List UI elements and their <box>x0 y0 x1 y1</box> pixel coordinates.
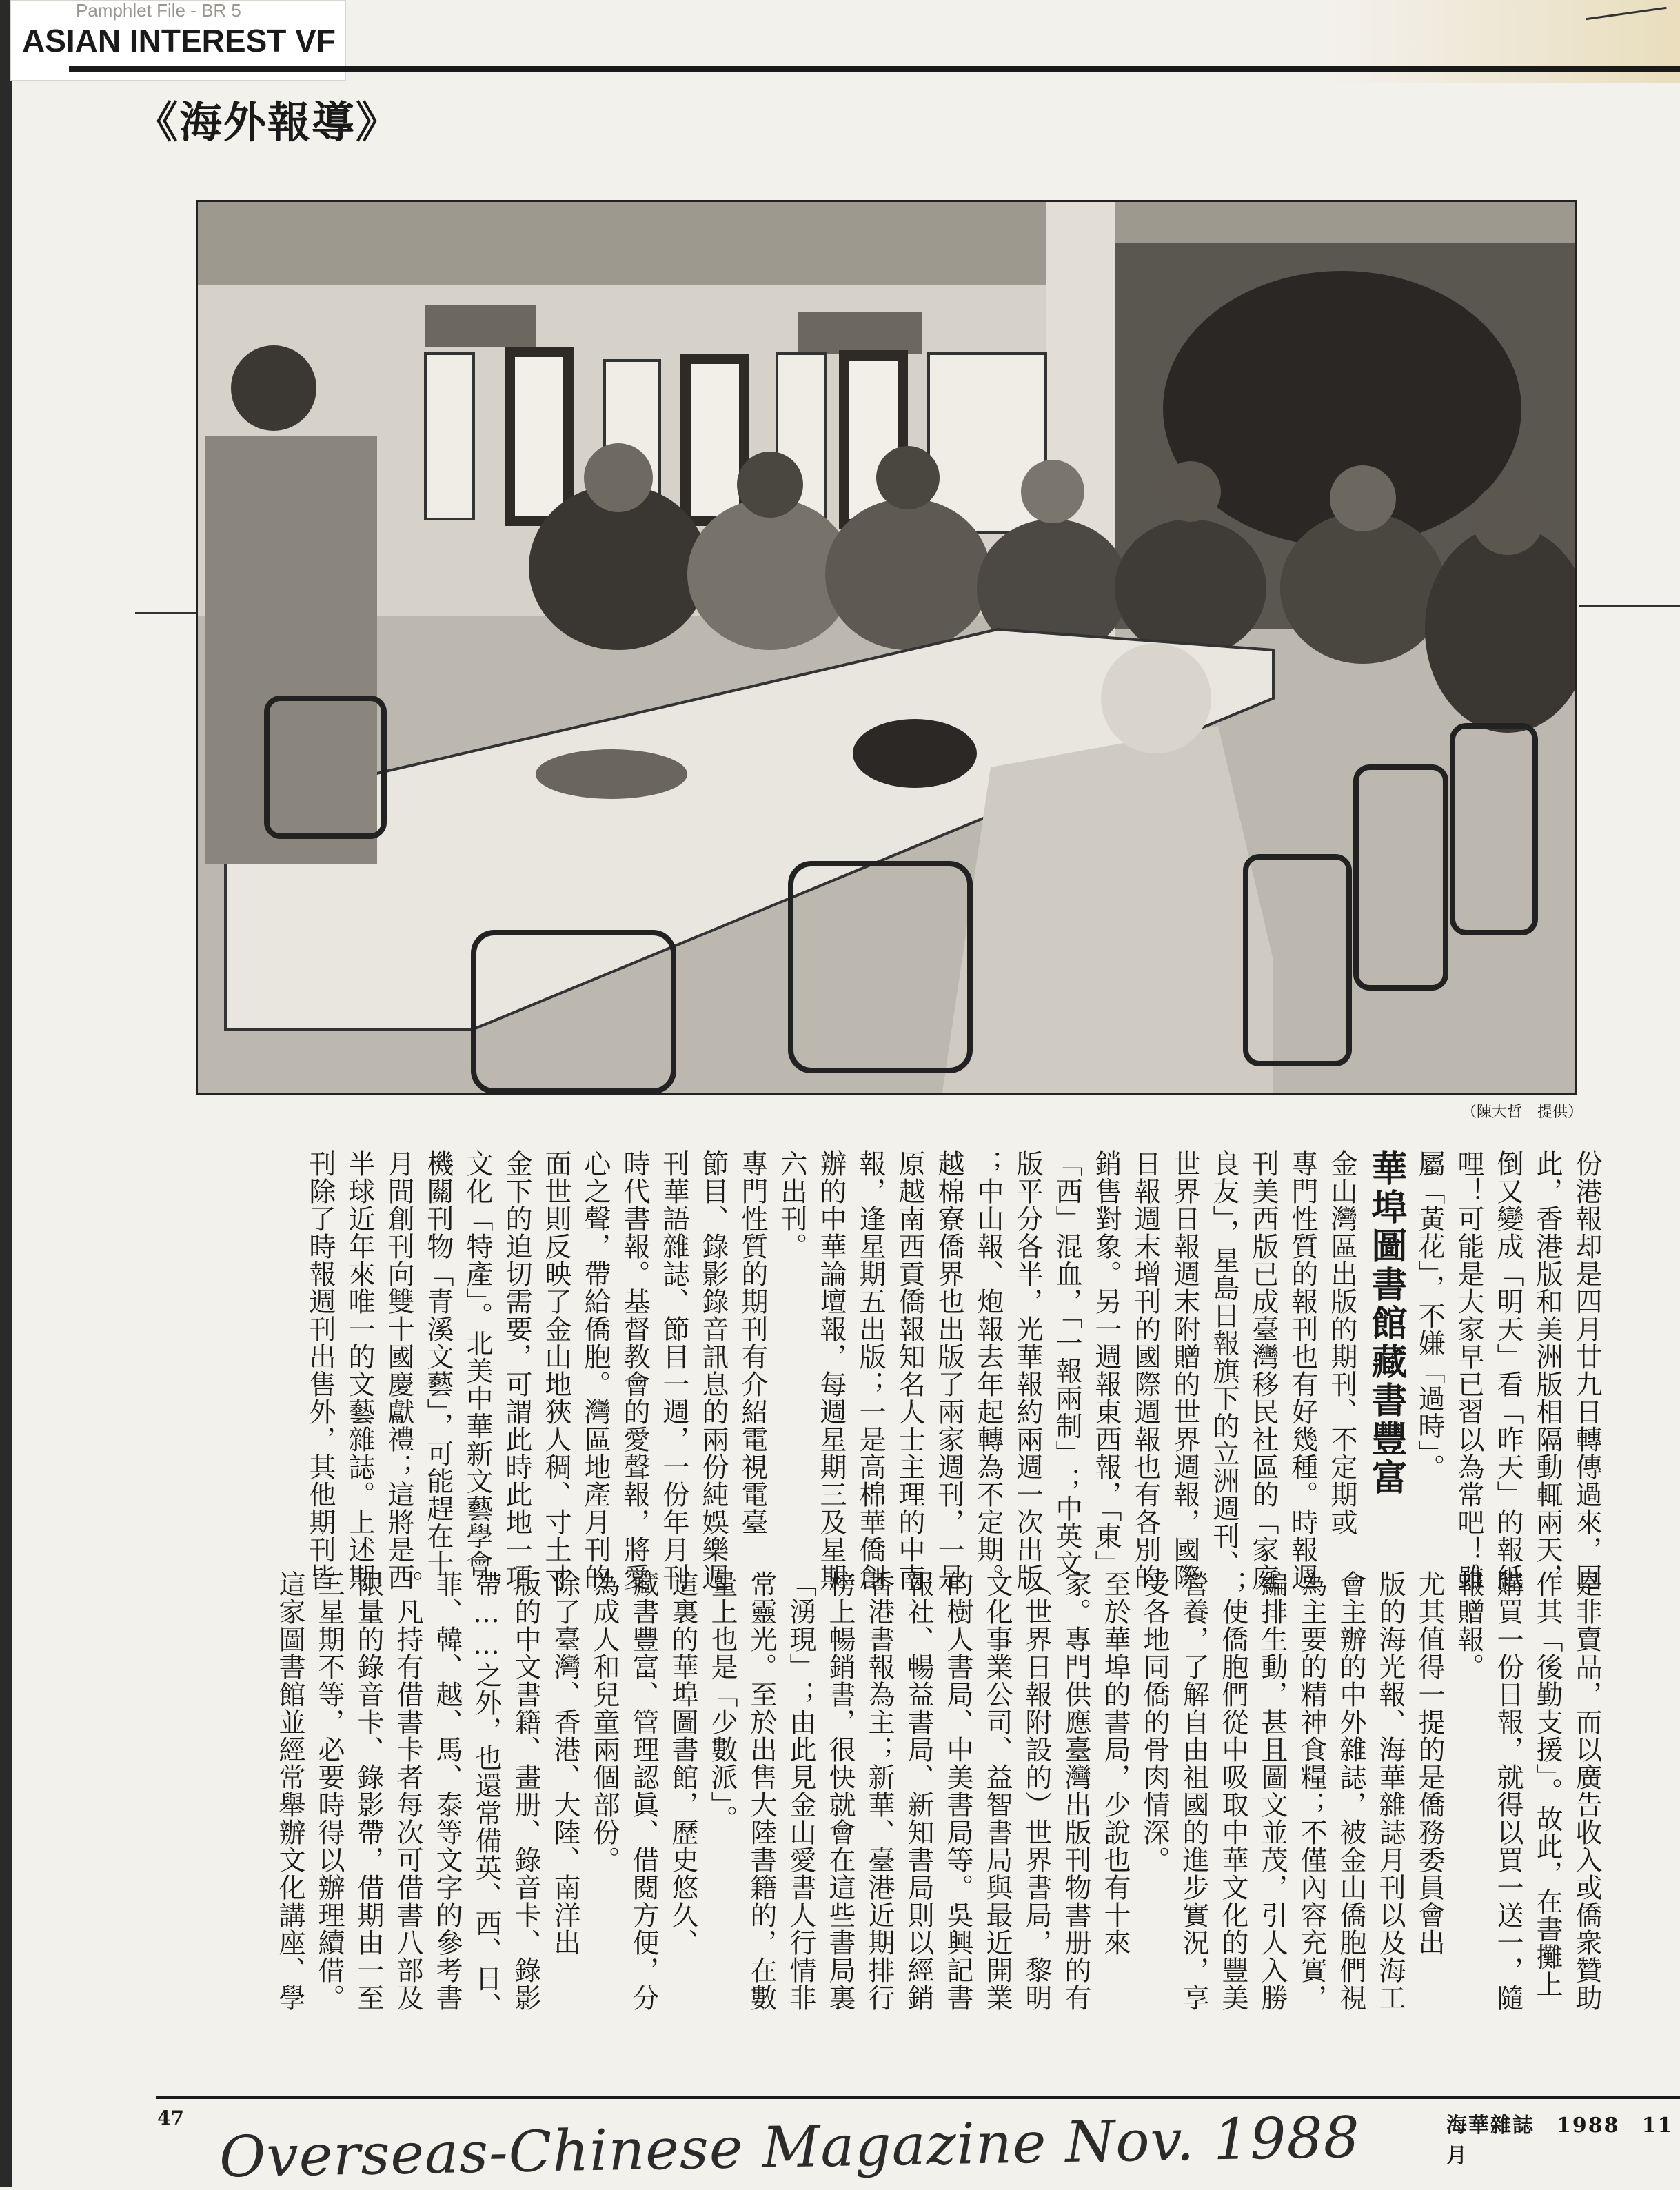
article-column: 月間創刊向雙十國慶獻禮；這將是西 <box>383 1150 414 1591</box>
article-column: 倒又變成「明天」看「昨天」的報紙 <box>1492 1150 1524 1591</box>
article-column: 心之聲，帶給僑胞。灣區地產月刊的 <box>580 1150 611 1591</box>
hat-on-table <box>853 719 977 788</box>
article-column: 報，逢星期五出版；一是高棉華僑創 <box>855 1150 886 1591</box>
article-column: 份港報却是四月廿九日轉傳過來，因 <box>1571 1150 1602 1591</box>
article-column: 版的海光報、海華雜誌月刊以及海工 <box>1375 1570 1406 2011</box>
article-column: 世界日報週末附贈的世界週報，國際 <box>1169 1150 1200 1591</box>
article-column: 為成人和兒童兩個部份。 <box>589 1570 620 1874</box>
section-title: 《海外報導》 <box>135 97 401 148</box>
article-column: 良友」，星島日報旗下的立洲週刊、 <box>1208 1150 1239 1578</box>
article-column: 刊除了時報週刊出售外，其他期刊皆 <box>305 1150 336 1591</box>
article-column: 受各地同僑的骨肉情深。 <box>1139 1570 1170 1874</box>
article-column: 報社、暢益書局、新知書局則以經銷 <box>903 1570 934 2011</box>
stamp-text: ASIAN INTEREST VF <box>22 23 336 59</box>
photo-credit: （陳大哲 提供） <box>1461 1104 1583 1121</box>
article-column: 金山灣區出版的期刊、不定期或 <box>1326 1150 1357 1536</box>
article-column: 量上也是「少數派」。 <box>707 1570 738 1833</box>
article-column: 尤其值得一提的是僑務委員會出 <box>1414 1570 1445 1956</box>
article-column: 「西」混血，「一報兩制」；中英文 <box>1051 1150 1082 1578</box>
article-column: 專門性質的報刊也有好幾種。時報週 <box>1287 1150 1318 1591</box>
article-column: 三星期不等，必要時得以辦理續借。 <box>314 1570 345 2011</box>
article-column: 哩！可能是大家早已習以為常吧！雖 <box>1453 1150 1484 1591</box>
handwritten-annotation: Overseas-Chinese Magazine Nov. 1988 <box>219 2105 1361 2190</box>
article-column: 機關刊物「青溪文藝」，可能趕在十 <box>423 1150 454 1578</box>
article-column: 文化「特產」。北美中華新文藝學會 <box>462 1150 493 1578</box>
article-column: ；中山報、炮報去年起轉為不定期。 <box>973 1150 1004 1591</box>
article-column: 半球近年來唯一的文藝雜誌。上述期 <box>344 1150 375 1591</box>
wall-scrolls <box>425 347 1046 533</box>
article-column: 。凡持有借書卡者每次可借書八部及 <box>392 1570 423 2011</box>
article-column: 這家圖書館並經常舉辦文化講座、學 <box>274 1570 305 2011</box>
page-number: 47 <box>157 2107 184 2129</box>
article-column: 越棉寮僑界也出版了兩家週刊，一是 <box>933 1150 964 1591</box>
article-column: 至於華埠的書局，少說也有十來 <box>1100 1570 1131 1956</box>
article-column: 報贈報。 <box>1453 1570 1484 1681</box>
article-column: 為主要的精神食糧；不僅內容充實， <box>1296 1570 1327 2011</box>
article-column: 限量的錄音卡、錄影帶，借期由一至 <box>353 1570 384 2011</box>
article-column: 會主辦的中外雜誌，被金山僑胞們視 <box>1335 1570 1366 2011</box>
article-column: 專門性質的期刊有介紹電視電臺 <box>737 1150 768 1536</box>
crop-mark-left <box>135 612 199 614</box>
article-column: 香港書報為主；新華、臺港近期排行 <box>864 1570 895 2011</box>
bottom-rule <box>156 2096 1680 2099</box>
article-column: 六出刊。 <box>776 1150 807 1260</box>
article-column: 榜上暢銷書，很快就會在這些書局裏 <box>824 1570 856 2011</box>
article-column: 「湧現」；由此見金山愛書人行情非 <box>785 1570 816 2011</box>
article-column: 節目、錄影錄音訊息的兩份純娛樂週 <box>698 1150 729 1591</box>
article-lower-columns <box>207 1570 1606 2094</box>
article-column: 此，香港版和美洲版相隔動輒兩天， <box>1532 1150 1563 1591</box>
article-column: 日報週末增刊的國際週報也有各別的 <box>1130 1150 1161 1591</box>
article-column: 除了臺灣、香港、大陸、南洋出 <box>549 1570 580 1956</box>
article-column: 屬「黃花」，不嫌「過時」。 <box>1414 1150 1445 1481</box>
article-column: （世界日報附設的）世界書局，黎明 <box>1021 1570 1052 2011</box>
article-column: 辦的中華論壇報，每週星期三及星期 <box>816 1150 847 1591</box>
stamp-faded-text: Pamphlet File - BR 5 <box>76 0 241 21</box>
article-column: ；使僑胞們從中吸取中華文化的豐美 <box>1217 1570 1248 2011</box>
fruit-bowl <box>536 749 687 799</box>
meeting-photo-drawing <box>198 202 1575 1093</box>
scan-edge-shadow <box>0 0 12 2187</box>
article-column: 家。專門供應臺灣出版刊物書册的有 <box>1060 1570 1091 2011</box>
article-column: 購買一份日報，就得以買一送一，隨 <box>1492 1570 1524 2011</box>
article-column: 版平分各半，光華報約兩週一次出版 <box>1012 1150 1043 1591</box>
article-column: 刊華語雜誌、節目一週，一份年月刊 <box>658 1150 689 1591</box>
article-column: 面世則反映了金山地狹人稠、寸土寸 <box>540 1150 571 1591</box>
article-column: 作其「後勤支援」。故此，在書攤上 <box>1532 1570 1563 1998</box>
article-column: 菲、韓、越、馬、泰等文字的參考書 <box>432 1570 463 2011</box>
crop-mark-right <box>1579 605 1680 607</box>
article-column: 藏書豐富、管理認眞、借閱方便，分 <box>628 1570 659 2011</box>
article-column: 文化事業公司、益智書局與最近開業 <box>982 1570 1013 2011</box>
top-rule <box>69 66 1680 72</box>
article-headline: 華埠圖書館藏書豐富 <box>1365 1150 1407 1497</box>
article-column: 這裏的華埠圖書館，歷史悠久、 <box>667 1570 698 1956</box>
article-column: 是非賣品，而以廣告收入或僑衆贊助 <box>1571 1570 1602 2011</box>
article-column: 時代書報。基督教會的愛聲報，將愛 <box>619 1150 650 1591</box>
article-column: 刊美西版已成臺灣移民社區的「家庭 <box>1248 1150 1279 1591</box>
article-column: 的樹人書局、中美書局等。吳興記書 <box>942 1570 973 2011</box>
meeting-photo <box>196 200 1577 1095</box>
article-column: 金下的迫切需要，可謂此時此地一項 <box>501 1150 532 1591</box>
article-column: 帶……之外，也還常備英、西、日、 <box>471 1570 502 2020</box>
article-column: 常靈光。至於出售大陸書籍的，在數 <box>746 1570 777 2011</box>
article-column: 營養，了解自由祖國的進步實況，享 <box>1178 1570 1209 2011</box>
article-column: 原越南西貢僑報知名人士主理的中南 <box>894 1150 925 1591</box>
magazine-footer: 海華雜誌 1988 11月 <box>1446 2113 1674 2168</box>
article-column: 編排生動，甚且圖文並茂，引人入勝 <box>1257 1570 1288 2011</box>
article-column: 版的中文書籍、畫册、錄音卡、錄影 <box>510 1570 541 2011</box>
article-column: 銷售對象。另一週報東西報，「東」 <box>1091 1150 1122 1578</box>
